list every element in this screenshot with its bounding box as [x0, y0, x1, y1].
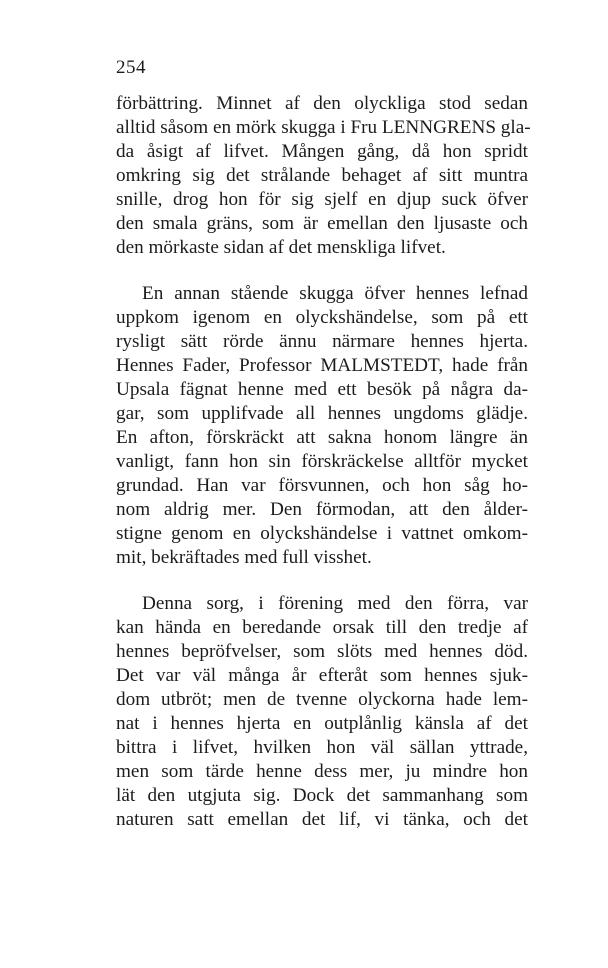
text-line: dom utbröt; men de tvenne olyckorna hade lem- — [116, 689, 528, 710]
text-line: men som tärde henne dess mer, ju mindre hon — [116, 761, 528, 782]
text-line: bittra i lifvet, hvilken hon väl sällan yttrade, — [116, 737, 528, 758]
text-line: da åsigt af lifvet. Mången gång, då hon spridt — [116, 141, 528, 162]
text-line: rysligt sätt rörde ännu närmare hennes hjerta. — [116, 331, 528, 352]
text-line: En annan stående skugga öfver hennes lefnad — [142, 283, 528, 304]
text-line: stigne genom en olyckshändelse i vattnet omkom- — [116, 523, 528, 544]
text-line: En afton, förskräckt att sakna honom längre än — [116, 427, 528, 448]
text-line: vanligt, fann hon sin förskräckelse alltför mycket — [116, 451, 528, 472]
text-line: nat i hennes hjerta en outplånlig känsla af det — [116, 713, 528, 734]
text-line: Det var väl många år efteråt som hennes sjuk- — [116, 665, 528, 686]
text-line: Upsala fägnat henne med ett besök på några da- — [116, 379, 528, 400]
text-line: omkring sig det strålande behaget af sitt muntra — [116, 165, 528, 186]
text-line: den mörkaste sidan af det menskliga lifvet. — [116, 237, 446, 258]
page-number: 254 — [116, 57, 146, 78]
text-line: förbättring. Minnet af den olyckliga stod sedan — [116, 93, 528, 114]
text-line: lät den utgjuta sig. Dock det sammanhang som — [116, 785, 528, 806]
text-line: grundad. Han var försvunnen, och hon såg ho- — [116, 475, 528, 496]
text-line: nom aldrig mer. Den förmodan, att den ålder- — [116, 499, 528, 520]
text-line: snille, drog hon för sig sjelf en djup suck öfver — [116, 189, 528, 210]
text-line: uppkom igenom en olyckshändelse, som på ett — [116, 307, 528, 328]
text-line: naturen satt emellan det lif, vi tänka, och det — [116, 809, 528, 830]
text-line: alltid såsom en mörk skugga i Fru LENNGRENS gla- — [116, 117, 531, 138]
text-line: Denna sorg, i förening med den förra, var — [142, 593, 528, 614]
text-line: gar, som upplifvade all hennes ungdoms glädje. — [116, 403, 528, 424]
text-line: den smala gräns, som är emellan den ljusaste och — [116, 213, 528, 234]
text-line: hennes bepröfvelser, som slöts med hennes död. — [116, 641, 528, 662]
text-line: kan hända en beredande orsak till den tredje af — [116, 617, 528, 638]
text-line: mit, bekräftades med full visshet. — [116, 547, 372, 568]
text-line: Hennes Fader, Professor MALMSTEDT, hade från — [116, 355, 528, 376]
